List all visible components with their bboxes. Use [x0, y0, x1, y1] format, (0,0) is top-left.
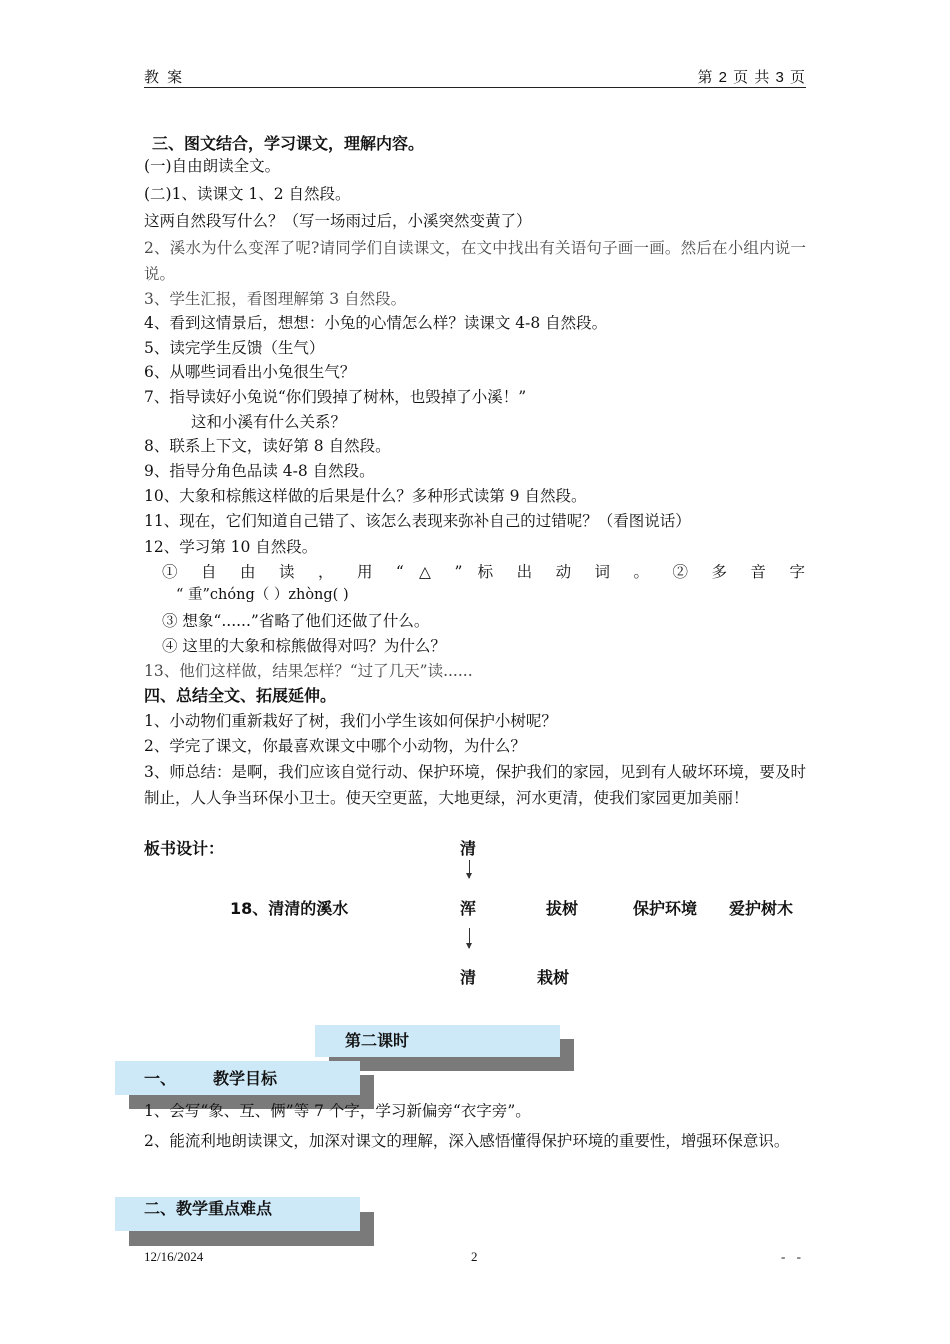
- footer-date: 12/16/2024: [144, 1249, 204, 1264]
- section3-line-5: 3、学生汇报，看图理解第 3 自然段。: [144, 290, 407, 308]
- arrow-down-icon: [469, 860, 470, 878]
- header-page-info: 第 2 页 共 3 页: [697, 69, 806, 86]
- section3-line-10: 这和小溪有什么关系？: [191, 413, 347, 431]
- board-top-clear: 清: [460, 839, 477, 858]
- goal-item-2: [144, 1128, 806, 1154]
- board-protect-environment: 保护环境: [633, 899, 698, 918]
- section3-line-12: 9、指导分角色品读 4-8 自然段。: [144, 462, 375, 480]
- section3-line-9: 7、指导读好小兔说“你们毁掉了树林，也毁掉了小溪！”: [144, 388, 527, 406]
- board-bottom-clear: 清: [460, 968, 477, 987]
- goals-label: 一、: [144, 1069, 177, 1088]
- lesson2-heading: 第二课时: [345, 1031, 410, 1050]
- board-muddy: 浑: [460, 899, 477, 918]
- goal-item-2-text: 2、能流利地朗读课文，加深对课文的理解，深入感悟懂得保护环境的重要性，增强环保意识。: [144, 1132, 790, 1150]
- section3-line-19: ④ 这里的大象和棕熊做得对吗？为什么？: [162, 637, 446, 655]
- goals-title: 教学目标: [213, 1069, 278, 1088]
- section4-line-1: 1、小动物们重新栽好了树，我们小学生该如何保护小树呢？: [144, 712, 557, 730]
- section3-line-16: ① 自 由 读 ， 用 “ △ ” 标 出 动 词 。 ② 多 音 字: [162, 563, 806, 581]
- section3-line-1: (一)自由朗读全文。: [144, 157, 281, 175]
- footer-marker: - -: [781, 1249, 805, 1264]
- header-rule: [144, 87, 806, 88]
- board-label: 板书设计：: [144, 839, 225, 858]
- section3-line-18: ③ 想象“......”省略了他们还做了什么。: [162, 612, 430, 630]
- section4-line-3: 3、师总结：是啊，我们应该自觉行动、保护环境，保护我们的家园，见到有人破坏环境，要及时制止，人人争当环保小卫士。使天空更蓝，大地更绿，河水更清，使我们家园更加美丽！: [144, 763, 806, 807]
- section3-line-15: 12、学习第 10 自然段。: [144, 538, 318, 556]
- goal-item-1: 1、会写“象、互、俩”等 7 个字，学习新偏旁“衣字旁”。: [144, 1102, 531, 1120]
- board-love-trees: 爱护树木: [729, 899, 794, 918]
- section3-line-14: 11、现在，它们知道自己错了、该怎么表现来弥补自己的过错呢？（看图说话）: [144, 512, 691, 530]
- header-doc-type: 教 案: [144, 69, 185, 86]
- section4-title: 四、总结全文、拓展延伸。: [144, 686, 337, 705]
- section3-title: 三、图文结合，学习课文，理解内容。: [152, 134, 425, 153]
- section3-line-20: 13、他们这样做，结果怎样？“过了几天”读......: [144, 662, 473, 680]
- section3-line-2: (二)1、读课文 1、2 自然段。: [144, 185, 351, 203]
- board-lesson-title: 18、清清的溪水: [230, 899, 349, 918]
- keypoints-title: 二、教学重点难点: [144, 1199, 273, 1218]
- board-cut-trees: 拔树: [546, 899, 579, 918]
- section3-line-6: 4、看到这情景后，想想：小兔的心情怎么样？读课文 4-8 自然段。: [144, 314, 608, 332]
- section3-line-8: 6、从哪些词看出小兔很生气？: [144, 363, 356, 381]
- board-plant-trees: 栽树: [537, 968, 570, 987]
- section3-line-7: 5、读完学生反馈（生气）: [144, 339, 325, 357]
- section4-line-2: 2、学完了课文，你最喜欢课文中哪个小动物，为什么？: [144, 737, 526, 755]
- section3-line-13: 10、大象和棕熊这样做的后果是什么？多种形式读第 9 自然段。: [144, 487, 587, 505]
- section3-line-11: 8、联系上下文，读好第 8 自然段。: [144, 437, 391, 455]
- arrow-down-icon: [469, 928, 470, 948]
- section3-line-3: 这两自然段写什么？（写一场雨过后，小溪突然变黄了）: [144, 212, 532, 230]
- footer-page-number: 2: [471, 1249, 478, 1264]
- section3-line-4: 2、溪水为什么变浑了呢?请同学们自读课文，在文中找出有关语句子画一画。然后在小组内说一说。: [144, 239, 806, 283]
- section3-line-17: “ 重”chóng（ ）zhòng( ): [176, 587, 349, 603]
